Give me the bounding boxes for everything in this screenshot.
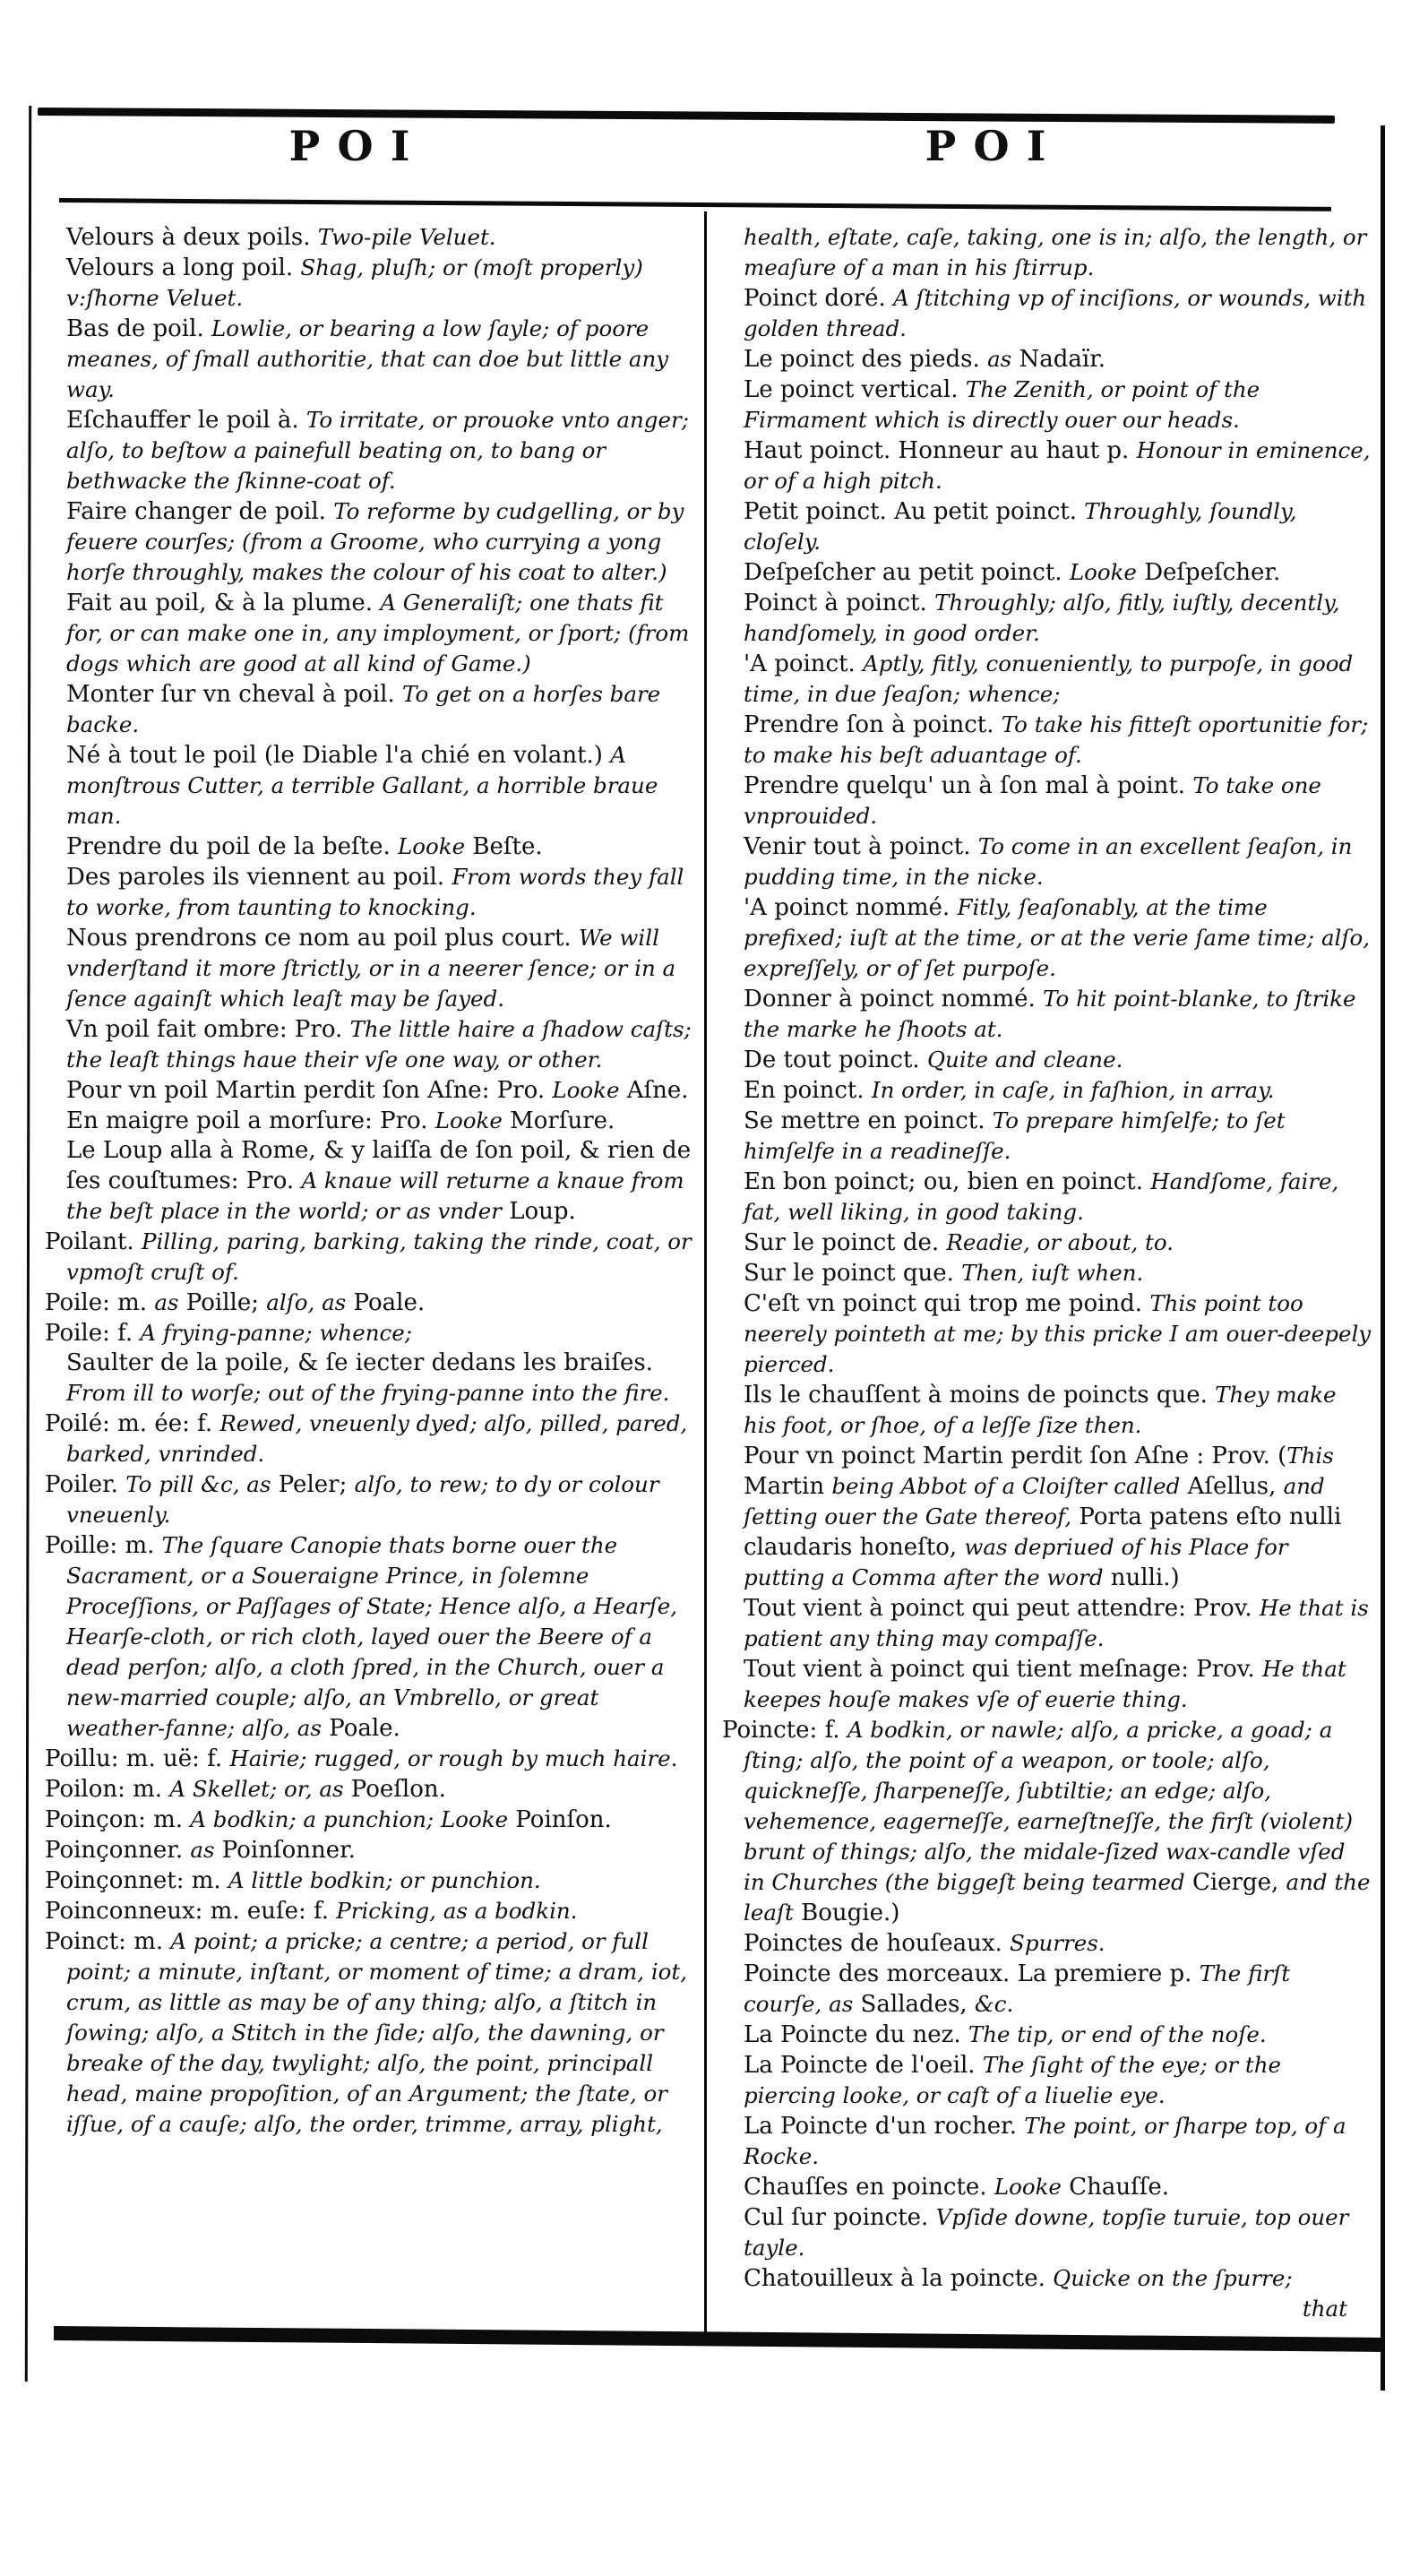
gloss-text: The tip, or end of the noſe. xyxy=(968,2021,1267,2047)
dictionary-entry xyxy=(45,1409,692,1469)
dictionary-entry xyxy=(744,588,1372,649)
headword-text: Le Loup alla à Rome, & y laiſſa de ſon poil, & rien de ſes couſtumes: Pro. xyxy=(66,1137,692,1194)
gloss-text: Looke xyxy=(434,1107,503,1133)
headword-text: Eſchauffer le poil à. xyxy=(66,407,306,434)
dictionary-entry xyxy=(45,1288,692,1318)
dictionary-entry xyxy=(66,1014,692,1075)
headword-text: Né à tout le poil (le Diable l'a chié en volant.) xyxy=(66,742,611,769)
dictionary-entry xyxy=(66,862,692,923)
headword-text: Monter ſur vn cheval à poil. xyxy=(66,681,402,708)
dictionary-entry xyxy=(66,1106,692,1136)
headword-text: Deſpeſcher au petit poinct. xyxy=(744,559,1070,586)
dictionary-entry xyxy=(45,1774,692,1805)
dictionary-entry xyxy=(744,649,1372,710)
gloss-text: A frying-panne; whence; xyxy=(140,1320,412,1346)
gloss-text: A monſtrous Cutter, a terrible Gallant, a horrible braue man. xyxy=(66,742,658,829)
dictionary-entry xyxy=(744,375,1372,435)
gloss-text: Throughly, ſoundly, cloſely. xyxy=(744,498,1297,555)
gloss-text: The ſquare Canopie thats borne ouer the Sacrament, or a Soueraigne Prince, in ſolemne Proceſſions, or Paſſages of State; Hence alſo, a Hearſe, Hearſe-cloth, or rich cloth, layed ouer the Beere of a dead perſon; alſo, a cloth ſpred, in the Church, ouer a new-married couple; alſo, an Vmbrello, or great weather-fanne; alſo, as xyxy=(66,1532,677,1741)
gloss-text: A bodkin; a punchion; Looke xyxy=(190,1806,509,1832)
gloss-text: To irritate, or prouoke vnto anger; alſo, to beſtow a painefull beating on, to bang or bethwacke the ſkinne-coat of. xyxy=(66,407,689,494)
gloss-text: To take his fitteſt oportunitie for; to make his beſt aduantage of. xyxy=(744,711,1369,768)
headword-text: Prendre ſon à poinct. xyxy=(744,711,1002,738)
gloss-text: The point, or ſharpe top, of a Rocke. xyxy=(744,2113,1346,2169)
gloss-text: A bodkin, or nawle; alſo, a pricke, a goad; a ſting; alſo, the point of a weapon, or toole; alſo, quickneſſe, ſharpeneſſe, ſubtiltie; an edge; alſo, vehemence, eagerneſſe, earneſtneſſe, the firſt (violent) brunt of things; alſo, the midale-ſized wax-candle vſed in Churches (the biggeſt being tearmed xyxy=(744,1717,1354,1895)
gloss-text: Shag, pluſh; or (moſt properly) v:ſhorne Veluet. xyxy=(66,254,643,311)
headword-text: Bougie.) xyxy=(793,1900,900,1926)
gloss-text: In order, in caſe, in faſhion, in array. xyxy=(871,1077,1275,1103)
gloss-text: A Skellet; or, as xyxy=(169,1776,344,1802)
headword-text: En maigre poil a morſure: Pro. xyxy=(66,1107,435,1134)
right-page-border xyxy=(1381,125,1385,2391)
dictionary-entry xyxy=(744,557,1372,588)
dictionary-entry xyxy=(744,2172,1372,2202)
gloss-text: Rewed, vneuenly dyed; alſo, pilled, pared, barked, vnrinded. xyxy=(66,1410,688,1467)
headword-text: Aſellus, xyxy=(1180,1473,1284,1500)
gloss-text: Quite and cleane. xyxy=(926,1047,1123,1073)
headword-text: En bon poinct; ou, bien en poinct. xyxy=(744,1168,1151,1195)
dictionary-entry xyxy=(744,2263,1372,2294)
dictionary-entry xyxy=(722,1715,1372,1928)
dictionary-entry xyxy=(66,923,692,1014)
gloss-text: To take one vnprouided. xyxy=(744,772,1321,829)
column-left xyxy=(45,222,692,2140)
headword-text: Poiler. xyxy=(45,1471,126,1498)
headword-text: Se mettre en poinct. xyxy=(744,1107,993,1134)
dictionary-entry xyxy=(45,1227,692,1288)
gloss-text: alſo, to rew; to dy or colour vneuenly. xyxy=(66,1471,659,1528)
gloss-text: The Zenith, or point of the Firmament which is directly ouer our heads. xyxy=(744,376,1260,433)
gloss-text: Looke xyxy=(1069,559,1137,585)
gloss-text: A knaue will returne a knaue from the beſt place in the world; or as vnder xyxy=(66,1167,684,1224)
column-right xyxy=(722,222,1372,2323)
gloss-text: as xyxy=(190,1837,215,1863)
dictionary-entry xyxy=(744,1106,1372,1167)
headword-text: Aſne. xyxy=(619,1077,689,1104)
gloss-text: To come in an excellent ſeaſon, in pudding time, in the nicke. xyxy=(744,833,1353,890)
headword-text: Poilant. xyxy=(45,1228,142,1255)
header-separator-rule xyxy=(59,198,1331,211)
headword-text: Poille; xyxy=(178,1289,267,1316)
headword-text: Poale. xyxy=(321,1715,400,1742)
dictionary-entry xyxy=(744,1288,1372,1380)
headword-text: Nadaïr. xyxy=(1011,346,1106,373)
left-page-border xyxy=(25,106,31,2382)
dictionary-entry xyxy=(66,496,692,588)
dictionary-entry xyxy=(744,1045,1372,1075)
dictionary-entry xyxy=(744,496,1372,557)
gloss-text: To reforme by cudgelling, or by feuere courſes; (from a Groome, who currying a yong horſe throughly, makes the colour of his coat to alter.) xyxy=(66,498,684,585)
headword-text: Poile: m. xyxy=(45,1289,155,1316)
headword-text: Le poinct vertical. xyxy=(744,376,966,403)
dictionary-entry xyxy=(744,1075,1372,1106)
gloss-text: &c. xyxy=(974,1991,1014,2017)
headword-text: Cul ſur poincte. xyxy=(744,2204,936,2231)
headword-text: Poilé: m. ée: f. xyxy=(45,1410,220,1437)
gloss-text: A little bodkin; or punchion. xyxy=(228,1867,541,1893)
headword-text: Faire changer de poil. xyxy=(66,498,334,525)
headword-text: Poinſon. xyxy=(508,1806,612,1833)
headword-text: Des paroles ils viennent au poil. xyxy=(66,864,452,891)
dictionary-entry xyxy=(45,1805,692,1835)
gloss-text: as xyxy=(154,1289,179,1315)
headword-text: Pour vn poinct Martin perdit ſon Aſne : Prov. ( xyxy=(744,1443,1287,1469)
dictionary-entry xyxy=(744,1959,1372,2020)
gloss-text: This point too neerely pointeth at me; by this pricke I am ouer-deepely pierced. xyxy=(744,1290,1372,1377)
headword-text: La Poincte du nez. xyxy=(744,2021,968,2048)
headword-text: Poale. xyxy=(346,1289,426,1316)
dictionary-entry xyxy=(744,710,1372,771)
dictionary-entry xyxy=(744,2111,1372,2172)
headword-text: Bas de poil. xyxy=(66,315,211,342)
headword-text: Poinctes de houſeaux. xyxy=(744,1930,1011,1957)
headword-text: Chauſſes en poincte. xyxy=(744,2174,994,2201)
dictionary-entry xyxy=(45,1318,692,1348)
dictionary-entry xyxy=(744,1258,1372,1288)
dictionary-entry xyxy=(744,1441,1372,1593)
headword-text: Poille: m. xyxy=(45,1532,162,1559)
headword-text: Poinçonnet: m. xyxy=(45,1867,228,1894)
dictionary-entry xyxy=(66,1075,692,1106)
dictionary-entry xyxy=(66,1136,692,1227)
gloss-text: Hairie; rugged, or rough by much haire. xyxy=(229,1745,678,1771)
bottom-border-rule xyxy=(54,2326,1383,2352)
gloss-text: Pricking, as a bodkin. xyxy=(336,1898,578,1924)
gloss-text: Looke xyxy=(398,833,466,859)
gloss-text: being Abbot of a Cloiſter called xyxy=(831,1473,1181,1499)
gloss-text: Two-pile Veluet. xyxy=(317,224,496,250)
headword-text: Poinçon: m. xyxy=(45,1806,191,1833)
dictionary-entry xyxy=(744,435,1372,496)
dictionary-entry xyxy=(45,1835,692,1865)
headword-text: Vn poil fait ombre: Pro. xyxy=(66,1016,350,1043)
gloss-text: The ſight of the eye; or the piercing looke, or caſt of a liuelie eye. xyxy=(744,2052,1281,2108)
dictionary-entry xyxy=(744,2202,1372,2263)
headword-text: Donner à poinct nommé. xyxy=(744,986,1044,1012)
dictionary-entry xyxy=(744,344,1372,375)
headword-text: Poincte des morceaux. La premiere p. xyxy=(744,1960,1200,1987)
gloss-text: A Generaliſt; one thats fit for, or can make one in, any imployment, or ſport; (from dogs which are good at all kind of Game.) xyxy=(66,590,690,676)
dictionary-entry xyxy=(45,1744,692,1774)
gloss-text: The firſt courſe, as xyxy=(744,1960,1291,2017)
headword-text: Porta patens eſto nulli claudaris honeſto, xyxy=(744,1503,1342,1561)
gloss-text: was depriued of his Place for putting a Comma after the word xyxy=(744,1534,1288,1590)
headword-text: Ils le chauſſent à moins de poincts que. xyxy=(744,1382,1216,1409)
headword-text: nulli.) xyxy=(1103,1564,1180,1591)
headword-text: Sur le poinct de. xyxy=(744,1229,947,1256)
running-head-left: POI xyxy=(288,122,427,170)
gloss-text: health, eſtate, caſe, taking, one is in; alſo, the length, or meaſure of a man in his ſtirrup. xyxy=(744,224,1367,280)
gloss-text: Then, iuſt when. xyxy=(961,1260,1144,1286)
gloss-text: and the leaſt xyxy=(744,1869,1371,1926)
headword-text: Petit poinct. Au petit poinct. xyxy=(744,498,1085,525)
headword-text: Prendre du poil de la beſte. xyxy=(66,833,399,860)
dictionary-entry xyxy=(45,1530,692,1744)
headword-text: Poinſonner. xyxy=(214,1837,356,1864)
headword-text: Poinct doré. xyxy=(744,285,894,312)
headword-text: C'eſt vn poinct qui trop me poind. xyxy=(744,1290,1150,1317)
gloss-text: Lowlie, or bearing a low ſayle; of poore meanes, of ſmall authoritie, that can doe but little any way. xyxy=(66,315,669,402)
dictionary-entry xyxy=(66,253,692,314)
headword-text: La Poincte de l'oeil. xyxy=(744,2052,983,2079)
dictionary-entry xyxy=(45,1865,692,1896)
headword-text: Velours à deux poils. xyxy=(66,224,318,251)
dictionary-entry xyxy=(744,1928,1372,1959)
dictionary-entry xyxy=(66,588,692,679)
gloss-text: From ill to worſe; out of the frying-panne into the fire. xyxy=(66,1380,670,1406)
headword-text: La Poincte d'un rocher. xyxy=(744,2113,1025,2140)
headword-text: Chauſſe. xyxy=(1061,2174,1169,2201)
gloss-text: Aptly, fitly, conueniently, to purpoſe, in good time, in due ſeaſon; whence; xyxy=(744,650,1354,707)
headword-text: Le poinct des pieds. xyxy=(744,346,988,373)
headword-text: 'A poinct nommé. xyxy=(744,894,958,921)
gloss-text: alſo, as xyxy=(266,1289,347,1315)
gloss-text: A point; a pricke; a centre; a period, or full point; a minute, inſtant, or moment of time; a dram, iot, crum, as little as may be of any thing; alſo, a ſtitch in ſowing; alſo, a Stitch in the ſide; alſo, the dawning, or breake of the day, twylight; alſo, the point, principall head, maine propoſition, of an Argument; the ſtate, or iſſue, of a cauſe; alſo, the order, trimme, array, plight, xyxy=(66,1928,688,2137)
headword-text: Pour vn poil Martin perdit ſon Aſne: Pro. xyxy=(66,1077,553,1104)
dictionary-entry xyxy=(744,771,1372,831)
column-divider-rule xyxy=(704,211,707,2333)
gloss-text: From words they fall to worke, from taunting to knocking. xyxy=(66,864,684,920)
dictionary-entry xyxy=(744,1380,1372,1441)
headword-text: Poilon: m. xyxy=(45,1776,170,1803)
gloss-text: Readie, or about, to. xyxy=(946,1229,1174,1255)
catchword: that xyxy=(1302,2296,1347,2322)
headword-text: Saulter de la poile, & ſe iecter dedans les braiſes. xyxy=(66,1349,653,1376)
dictionary-entry xyxy=(744,984,1372,1045)
headword-text: Nous prendrons ce nom au poil plus court. xyxy=(66,925,579,952)
dictionary-entry xyxy=(45,1896,692,1926)
headword-text: Velours a long poil. xyxy=(66,254,301,281)
dictionary-entry xyxy=(744,2050,1372,2111)
gloss-text: He that is patient any thing may compaſſe. xyxy=(744,1595,1369,1651)
gloss-text: To get on a horſes bare backe. xyxy=(66,681,661,737)
headword-text: Peler; xyxy=(271,1471,355,1498)
headword-text: Haut poinct. Honneur au haut p. xyxy=(744,437,1137,464)
running-head-right: POI xyxy=(925,122,1063,170)
gloss-text: Vpſide downe, topſie turuie, top ouer tayle. xyxy=(744,2204,1349,2261)
gloss-text: and ſetting ouer the Gate thereof, xyxy=(744,1473,1325,1529)
gloss-text: Looke xyxy=(552,1077,620,1103)
dictionary-entry xyxy=(744,283,1372,344)
headword-text: Morſure. xyxy=(502,1107,615,1134)
headword-text: Cierge, xyxy=(1184,1869,1286,1896)
dictionary-entry xyxy=(45,1469,692,1530)
dictionary-entry xyxy=(66,314,692,405)
headword-text: Prendre quelqu' un à ſon mal à point. xyxy=(744,772,1193,799)
dictionary-entry xyxy=(744,1593,1372,1654)
headword-text: Tout vient à poinct qui tient meſnage: Prov. xyxy=(744,1656,1262,1683)
headword-text: Poinct: m. xyxy=(45,1928,171,1955)
headword-text: De tout poinct. xyxy=(744,1047,927,1073)
headword-text: Tout vient à poinct qui peut attendre: Prov. xyxy=(744,1595,1260,1622)
headword-text: Beſte. xyxy=(465,833,543,860)
gloss-text: Fitly, ſeaſonably, at the time prefixed; iuſt at the time, or at the verie ſame time; alſo, expreſſely, or of ſet purpoſe. xyxy=(744,894,1371,981)
dictionary-entry xyxy=(66,1348,692,1409)
dictionary-entry xyxy=(744,892,1372,984)
headword-text: Poeſlon. xyxy=(343,1776,446,1803)
headword-text: Poincte: f. xyxy=(722,1717,847,1744)
gloss-text: A ſtitching vp of inciſions, or wounds, with golden thread. xyxy=(744,285,1367,341)
dictionary-entry xyxy=(744,1228,1372,1258)
gloss-text: Quicke on the ſpurre; xyxy=(1053,2265,1293,2291)
gloss-text: This xyxy=(1286,1443,1334,1469)
dictionary-entry xyxy=(66,405,692,496)
gloss-text: Pilling, paring, barking, taking the rinde, coat, or vpmoſt cruſt of. xyxy=(66,1228,692,1285)
headword-text: Poinct à poinct. xyxy=(744,590,935,616)
headword-text: Loup. xyxy=(501,1198,576,1225)
gloss-text: He that keepes houſe makes vſe of euerie thing. xyxy=(744,1656,1346,1712)
headword-text: 'A poinct. xyxy=(744,650,864,677)
dictionary-entry xyxy=(744,2020,1372,2050)
dictionary-entry xyxy=(744,222,1372,283)
dictionary-entry xyxy=(744,1654,1372,1715)
headword-text: Poillu: m. uë: f. xyxy=(45,1745,230,1772)
headword-text: Sur le poinct que. xyxy=(744,1260,962,1287)
headword-text: En poinct. xyxy=(744,1077,872,1104)
gloss-text: Honour in eminence, or of a high pitch. xyxy=(744,437,1371,494)
dictionary-entry xyxy=(66,222,692,253)
gloss-text: We will vnderſtand it more ſtrictly, or in a neerer ſence; or in a ſence againſt which leaſt may be ſayed. xyxy=(66,925,676,1012)
headword-text: Deſpeſcher. xyxy=(1136,559,1281,586)
headword-text: Chatouilleux à la poincte. xyxy=(744,2265,1054,2292)
headword-text: Sallades, xyxy=(853,1991,975,2018)
gloss-text: Looke xyxy=(994,2174,1062,2200)
gloss-text: Handſome, faire, fat, well liking, in good taking. xyxy=(744,1168,1339,1225)
gloss-text: To pill &c, as xyxy=(125,1471,271,1497)
dictionary-entry xyxy=(744,831,1372,892)
headword-text: Poile: f. xyxy=(45,1320,141,1347)
headword-text: Poinçonner. xyxy=(45,1837,191,1864)
headword-text: Poinconneux: m. euſe: f. xyxy=(45,1898,337,1925)
dictionary-entry xyxy=(744,1167,1372,1228)
headword-text: Martin xyxy=(744,1473,832,1500)
headword-text: Venir tout à poinct. xyxy=(744,833,978,860)
gloss-text: The little haire a ſhadow caſts; the leaſt things haue their vſe one way, or other. xyxy=(66,1016,692,1073)
dictionary-entry xyxy=(45,1926,692,2140)
gloss-text: They make his foot, or ſhoe, of a leſſe ſize then. xyxy=(744,1382,1337,1438)
headword-text: Fait au poil, & à la plume. xyxy=(66,590,381,616)
dictionary-entry xyxy=(66,679,692,740)
dictionary-entry xyxy=(66,740,692,831)
gloss-text: To hit point-blanke, to ſtrike the marke he ſhoots at. xyxy=(744,986,1356,1042)
gloss-text: Spurres. xyxy=(1010,1930,1105,1956)
gloss-text: To prepare himſelfe; to ſet himſelfe in a readineſſe. xyxy=(744,1107,1286,1164)
gloss-text: as xyxy=(987,346,1012,372)
gloss-text: Throughly; alſo, fitly, iuſtly, decently, handſomely, in good order. xyxy=(744,590,1340,646)
dictionary-entry xyxy=(66,831,692,862)
